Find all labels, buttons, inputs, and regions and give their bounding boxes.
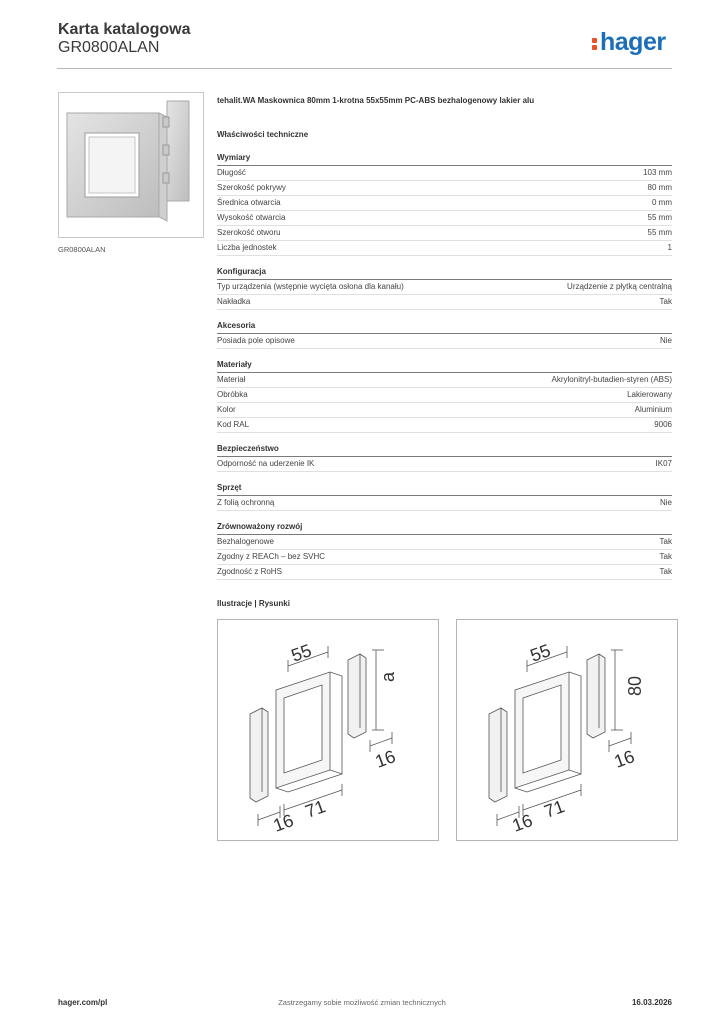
dimension-drawing-1 <box>217 619 439 841</box>
spec-row <box>217 295 672 310</box>
spec-row <box>217 457 672 472</box>
spec-row <box>217 226 672 241</box>
spec-groups <box>217 152 672 580</box>
spec-label: Z folią ochronną <box>217 498 275 507</box>
dim-height-label: a <box>378 671 398 682</box>
spec-row <box>217 403 672 418</box>
spec-group-title: Wymiary <box>217 152 672 166</box>
product-title: tehalit.WA Maskownica 80mm 1-krotna 55x55mm PC-ABS bezhalogenowy lakier alu <box>217 96 535 105</box>
spec-group <box>217 152 672 256</box>
spec-value: Nie <box>659 498 672 507</box>
dim-height-label: 80 <box>625 675 645 696</box>
spec-row <box>217 535 672 550</box>
spec-value: 0 mm <box>652 198 672 207</box>
footer-website-link[interactable]: hager.com/pl <box>58 998 108 1007</box>
spec-group <box>217 443 672 472</box>
spec-value: 9006 <box>654 420 672 429</box>
spec-row <box>217 496 672 511</box>
spec-row <box>217 550 672 565</box>
spec-row <box>217 334 672 349</box>
spec-group <box>217 521 672 580</box>
cover-frame-image <box>59 93 203 237</box>
spec-value: 55 mm <box>647 213 672 222</box>
spec-label: Posiada pole opisowe <box>217 336 295 345</box>
spec-value: Tak <box>659 537 672 546</box>
spec-value: Tak <box>659 552 672 561</box>
spec-group-title: Sprzęt <box>217 482 672 496</box>
spec-label: Kod RAL <box>217 420 250 429</box>
spec-label: Szerokość otworu <box>217 228 281 237</box>
spec-label: Typ urządzenia (wstępnie wycięta osłona dla kanału) <box>217 282 404 291</box>
spec-label: Średnica otwarcia <box>217 198 281 207</box>
spec-group <box>217 482 672 511</box>
footer-date: 16.03.2026 <box>631 998 672 1007</box>
spec-value: 55 mm <box>647 228 672 237</box>
spec-label: Nakładka <box>217 297 251 306</box>
spec-section <box>217 96 672 580</box>
document-title: Karta katalogowa <box>58 21 191 38</box>
spec-label: Obróbka <box>217 390 248 399</box>
dim-width-label: 55 <box>288 640 315 666</box>
spec-value: Tak <box>659 297 672 306</box>
spec-value: IK07 <box>655 459 672 468</box>
spec-group <box>217 320 672 349</box>
spec-value: Aluminium <box>634 405 672 414</box>
spec-group <box>217 359 672 433</box>
dim-width-label: 55 <box>527 640 554 666</box>
dim-depth-label: 16 <box>611 746 638 772</box>
spec-value: Nie <box>659 336 672 345</box>
spec-value: 1 <box>667 243 672 252</box>
logo-dots-icon <box>592 35 598 51</box>
spec-row <box>217 181 672 196</box>
spec-group-title: Konfiguracja <box>217 266 672 280</box>
spec-value: Tak <box>659 567 672 576</box>
illustrations-heading: Ilustracje | Rysunki <box>217 599 290 608</box>
spec-group-title: Zrównoważony rozwój <box>217 521 672 535</box>
spec-value: Akrylonitryl-butadien-styren (ABS) <box>551 375 672 384</box>
footer-note: Zastrzegamy sobie możliwość zmian technicznych <box>278 998 446 1007</box>
spec-label: Szerokość pokrywy <box>217 183 286 192</box>
spec-value: 80 mm <box>647 183 672 192</box>
hager-logo <box>592 27 666 57</box>
spec-row <box>217 280 672 295</box>
spec-label: Bezhalogenowe <box>217 537 274 546</box>
spec-row <box>217 241 672 256</box>
technical-properties-heading: Właściwości techniczne <box>217 130 309 139</box>
spec-row <box>217 166 672 181</box>
spec-value: 103 mm <box>643 168 672 177</box>
spec-value: Lakierowany <box>627 390 672 399</box>
spec-value: Urządzenie z płytką centralną <box>567 282 672 291</box>
dim-front-label: 16 <box>270 810 297 836</box>
dim-length-label: 71 <box>541 796 568 822</box>
spec-row <box>217 211 672 226</box>
spec-label: Liczba jednostek <box>217 243 277 252</box>
product-code: GR0800ALAN <box>58 39 160 56</box>
spec-label: Odporność na uderzenie IK <box>217 459 315 468</box>
logo-text: hager <box>600 28 666 56</box>
spec-group-title: Akcesoria <box>217 320 672 334</box>
spec-label: Zgodność z RoHS <box>217 567 282 576</box>
spec-row <box>217 388 672 403</box>
header-divider <box>57 68 672 69</box>
product-photo <box>58 92 204 238</box>
spec-group <box>217 266 672 310</box>
spec-row <box>217 565 672 580</box>
dim-front-label: 16 <box>509 810 536 836</box>
dim-length-label: 71 <box>302 796 329 822</box>
spec-label: Materiał <box>217 375 246 384</box>
spec-label: Wysokość otwarcia <box>217 213 286 222</box>
spec-row <box>217 418 672 433</box>
spec-group-title: Materiały <box>217 359 672 373</box>
spec-label: Zgodny z REACh – bez SVHC <box>217 552 326 561</box>
spec-row <box>217 373 672 388</box>
photo-caption: GR0800ALAN <box>58 245 106 254</box>
spec-row <box>217 196 672 211</box>
spec-group-title: Bezpieczeństwo <box>217 443 672 457</box>
spec-label: Kolor <box>217 405 236 414</box>
dimension-drawing-2 <box>456 619 678 841</box>
dim-depth-label: 16 <box>372 746 399 772</box>
spec-label: Długość <box>217 168 246 177</box>
